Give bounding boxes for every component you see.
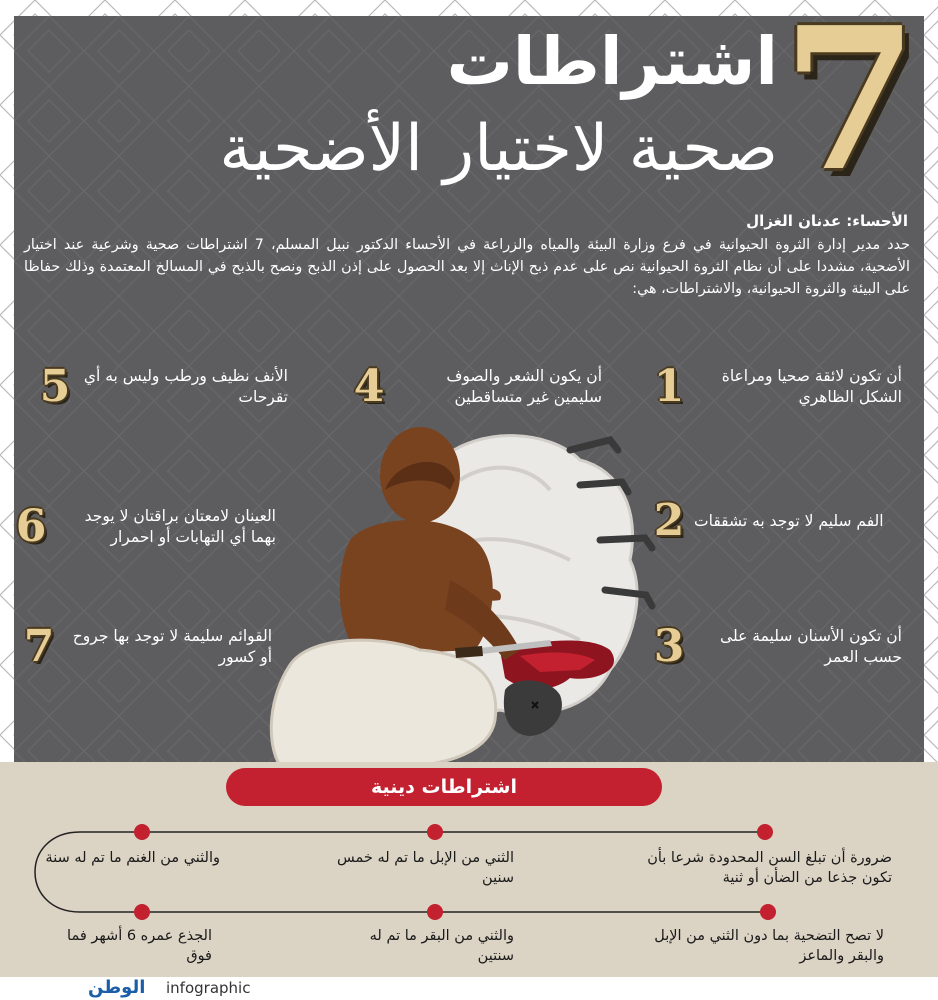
timeline-dot: [427, 824, 443, 840]
headline-number: 7: [781, 0, 919, 215]
religious-section-title: اشتراطات دينية: [226, 768, 662, 806]
religious-item-2: الثني من الإبل ما تم له خمس سنين: [337, 850, 514, 886]
condition-3: [652, 621, 902, 672]
condition-number: 6: [15, 501, 47, 552]
religious-item-1: ضرورة أن تبلغ السن المحدودة شرعا بأن تكون جذعا من الضأن أو ثنية: [647, 850, 892, 886]
condition-text: الفم سليم لا توجد به تشققات: [694, 511, 884, 530]
condition-4: [352, 361, 602, 412]
condition-number: 4: [353, 361, 385, 412]
timeline-dot: [427, 904, 443, 920]
condition-5: [38, 361, 288, 412]
condition-number: 2: [653, 495, 685, 546]
title-line-1: اشتراطات: [446, 23, 778, 100]
condition-number: 1: [653, 361, 685, 412]
condition-6: [14, 501, 276, 552]
condition-text: أن يكون الشعر والصوف سليمين غير متساقطين: [446, 367, 602, 406]
religious-item-3: والثني من الغنم ما تم له سنة: [45, 850, 220, 866]
condition-1: [652, 361, 902, 412]
brand-logo: الوطن: [88, 977, 146, 998]
religious-item-5: والثني من البقر ما تم له سنتين: [369, 928, 514, 964]
slaughter-illustration: [250, 420, 700, 766]
condition-text: أن تكون لائقة صحيا ومراعاة الشكل الظاهري: [721, 367, 902, 406]
condition-number: 3: [653, 621, 685, 672]
condition-text: الأنف نظيف ورطب وليس به أي تقرحات: [83, 367, 288, 406]
timeline-dot: [760, 904, 776, 920]
religious-item-6: الجذع عمره 6 أشهر فما فوق: [67, 928, 212, 964]
condition-number: 7: [23, 621, 55, 672]
condition-2: [652, 495, 902, 546]
condition-text: القوائم سليمة لا توجد بها جروح أو كسور: [72, 627, 272, 666]
title-line-2: صحية لاختيار الأضحية: [219, 112, 778, 186]
byline: الأحساء: عدنان الغزال: [746, 212, 908, 230]
condition-7: [22, 621, 272, 672]
intro-paragraph: حدد مدير إدارة الثروة الحيوانية في فرع وزارة البيئة والمياه والزراعة في الأحساء الدكتور نبيل المسلم، 7 اشتراطات صحية وشرعية عند اختيار الأضحية، مشددا على أن نظام الثروة الحيوانية نص على عدم ذبح الإناث إلا بعد الحصول على إذن الذبح ونصح بالذبح في المسالخ المعتمدة وذلك حفاظا على البيئة والثروة الحيوانية، والاشتراطات، هي:: [24, 237, 910, 297]
timeline-dot: [134, 904, 150, 920]
timeline-dot: [757, 824, 773, 840]
condition-text: العينان لامعتان براقتان لا يوجد بهما أي التهابات أو احمرار: [84, 507, 276, 546]
timeline-dot: [134, 824, 150, 840]
religious-item-4: لا تصح التضحية بما دون الثني من الإبل والبقر والماعز: [654, 928, 884, 964]
condition-number: 5: [39, 361, 71, 412]
infographic-label: infographic: [166, 979, 251, 997]
condition-text: أن تكون الأسنان سليمة على حسب العمر: [720, 627, 902, 666]
